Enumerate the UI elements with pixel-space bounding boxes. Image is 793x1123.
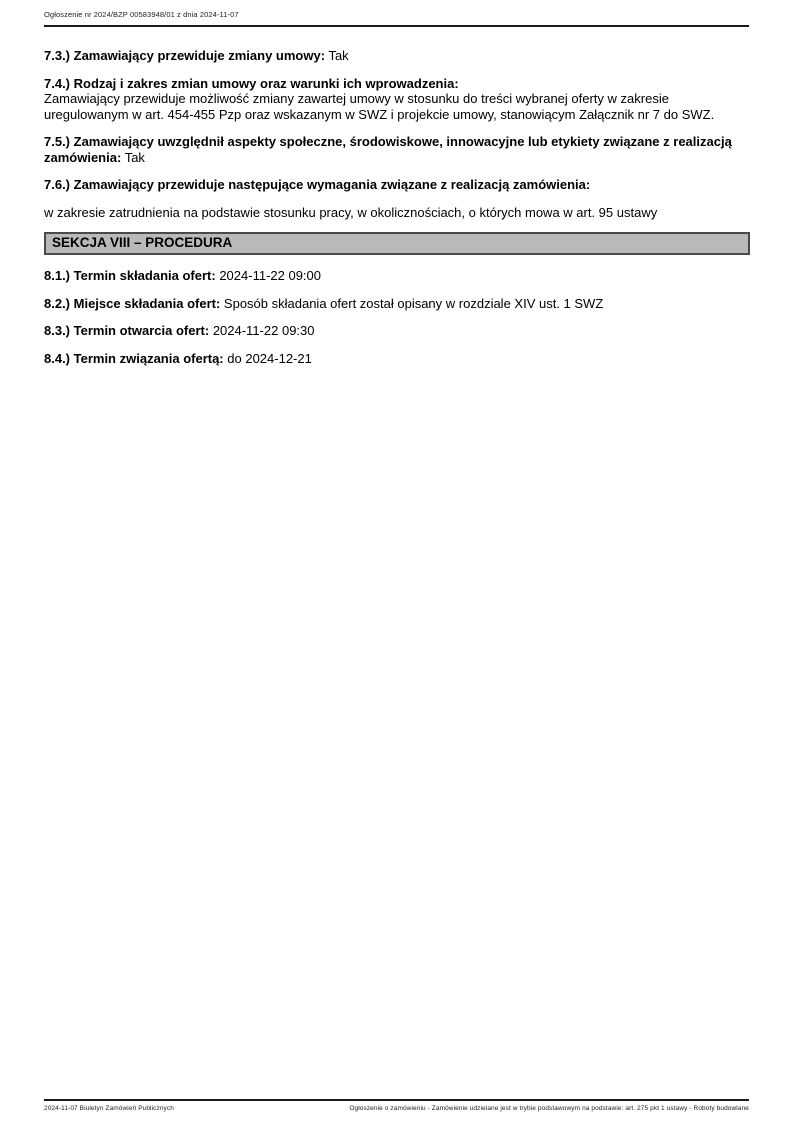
- field-7-4-label: 7.4.) Rodzaj i zakres zmian umowy oraz warunki ich wprowadzenia:: [44, 75, 459, 91]
- field-8-2-value: Sposób składania ofert został opisany w rozdziale XIV ust. 1 SWZ: [223, 295, 604, 311]
- field-8-1: [44, 268, 750, 284]
- document-body: [44, 48, 750, 378]
- field-7-6: [44, 177, 750, 193]
- field-7-3-label: 7.3.) Zamawiający przewiduje zmiany umowy:: [44, 48, 326, 63]
- announcement-number: Ogłoszenie nr 2024/BZP 00583948/01 z dnia 2024-11-07: [44, 10, 239, 19]
- field-8-4: [44, 351, 750, 367]
- section-viii-header: [44, 232, 750, 255]
- field-7-5: [44, 134, 750, 165]
- field-8-4-label: 8.4.) Termin związania ofertą:: [44, 350, 224, 366]
- field-7-3: [44, 48, 750, 64]
- field-8-3-label: 8.3.) Termin otwarcia ofert:: [44, 323, 210, 338]
- field-7-6-body: w zakresie zatrudnienia na podstawie stosunku pracy, w okolicznościach, o których mowa w art. 95 ustawy: [44, 204, 658, 220]
- footer-procedure-label: Ogłoszenie o zamówieniu - Zamówienie udzielane jest w trybie podstawowym na podstawie: art. 275 pkt 1 ustawy - Roboty budowlane: [349, 1105, 749, 1112]
- field-8-1-label: 8.1.) Termin składania ofert:: [44, 268, 216, 283]
- field-7-4: [44, 76, 750, 123]
- section-viii-title: SEKCJA VIII – PROCEDURA: [52, 235, 233, 250]
- field-8-4-value: do 2024-12-21: [227, 350, 312, 366]
- field-8-2-label: 8.2.) Miejsce składania ofert:: [44, 295, 221, 311]
- page-header: [44, 0, 749, 27]
- field-7-3-value: Tak: [328, 48, 349, 63]
- field-7-5-label: 7.5.) Zamawiający uwzględnił aspekty społeczne, środowiskowe, innowacyjne lub etykiety związane z realizacją zamówienia:: [44, 134, 732, 165]
- field-7-6-label: 7.6.) Zamawiający przewiduje następujące wymagania związane z realizacją zamówienia:: [44, 177, 591, 192]
- field-8-1-value: 2024-11-22 09:00: [219, 268, 322, 283]
- page-footer: [44, 1099, 749, 1112]
- field-8-3: [44, 323, 750, 339]
- field-7-5-value: Tak: [124, 149, 145, 165]
- field-7-4-body: Zamawiający przewiduje możliwość zmiany zawartej umowy w stosunku do treści wybranej oferty w zakresie uregulowanym w art. 454-455 Pzp oraz wskazanym w SWZ i projekcie umowy, stanowiącym Załącznik nr 7 do SWZ.: [44, 91, 715, 122]
- field-8-2: [44, 296, 750, 312]
- footer-bulletin-label: 2024-11-07 Biuletyn Zamówień Publicznych: [44, 1105, 174, 1112]
- field-8-3-value: 2024-11-22 09:30: [212, 323, 315, 338]
